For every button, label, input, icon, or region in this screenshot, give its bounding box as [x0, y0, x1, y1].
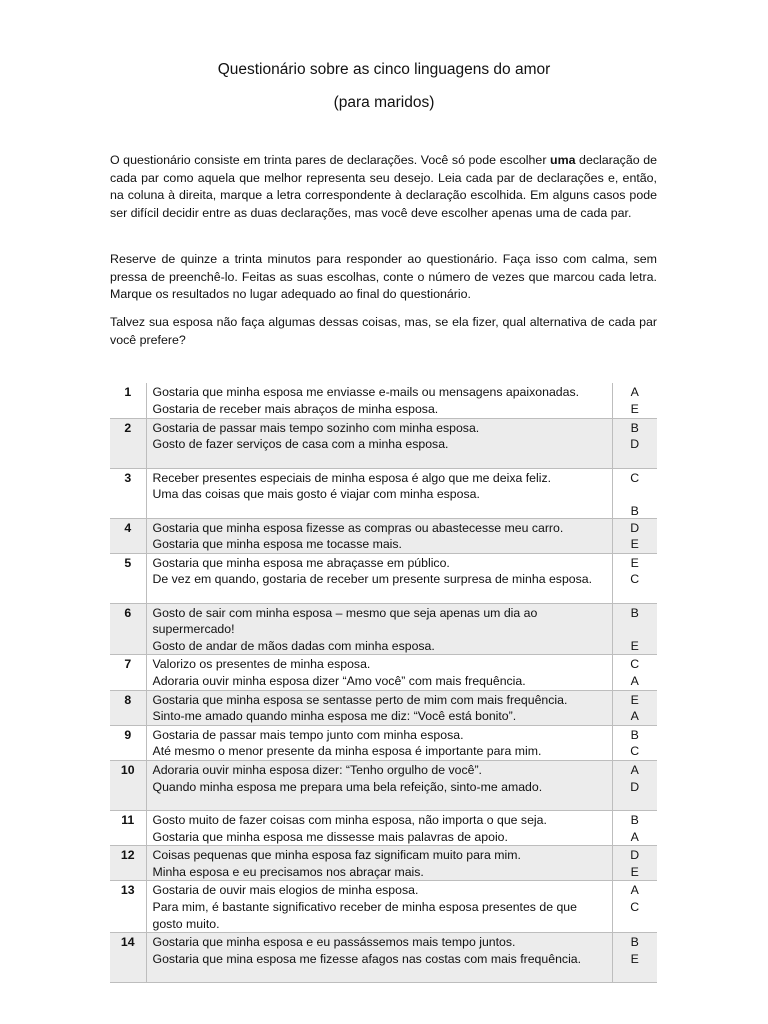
question-statements	[146, 881, 612, 933]
answer-letters	[612, 655, 657, 690]
question-statements	[146, 518, 612, 553]
letter-a[interactable]: C	[630, 657, 640, 672]
question-statements	[146, 846, 612, 881]
intro-paragraph-2: Reserve de quinze a trinta minutos para responder ao questionário. Faça isso com calma, sem pressa de preenchê-lo. Feitas as suas escolhas, conte o número de vezes que marcou cada letra. Marque os resultados no lugar adequado ao final do questionário.	[110, 252, 657, 302]
question-row	[110, 468, 657, 518]
question-number: 1	[110, 383, 146, 418]
question-row	[110, 383, 657, 418]
question-statements	[146, 553, 612, 603]
letter-a[interactable]: A	[630, 883, 639, 898]
question-number: 12	[110, 846, 146, 881]
question-row	[110, 418, 657, 468]
letter-b[interactable]: E	[630, 864, 639, 879]
questionnaire-table	[110, 383, 657, 983]
statement-a[interactable]: Gostaria que minha esposa e eu passássemos mais tempo juntos.	[152, 935, 516, 950]
statement-b[interactable]: Uma das coisas que mais gosto é viajar com minha esposa.	[152, 487, 480, 502]
question-row	[110, 811, 657, 846]
letter-b[interactable]: D	[630, 437, 640, 452]
question-row	[110, 553, 657, 603]
statement-b[interactable]: Gostaria que mina esposa me fizesse afagos nas costas com mais frequência.	[152, 951, 582, 966]
statement-a[interactable]: Gosto muito de fazer coisas com minha esposa, não importa o que seja.	[152, 813, 547, 828]
letter-a[interactable]: C	[630, 470, 640, 485]
question-row	[110, 846, 657, 881]
question-row	[110, 690, 657, 725]
question-number: 11	[110, 811, 146, 846]
question-statements	[146, 811, 612, 846]
answer-letters	[612, 383, 657, 418]
document-subtitle: (para maridos)	[333, 94, 435, 111]
statement-a[interactable]: Gostaria que minha esposa me abraçasse em público.	[152, 555, 450, 570]
question-row	[110, 655, 657, 690]
letter-b[interactable]: C	[630, 572, 640, 587]
statement-b[interactable]: Gostaria que minha esposa me dissesse mais palavras de apoio.	[152, 829, 508, 844]
letter-b[interactable]: C	[630, 744, 640, 759]
statement-a[interactable]: Receber presentes especiais de minha esposa é algo que me deixa feliz.	[152, 470, 552, 485]
question-statements	[146, 468, 612, 518]
question-number: 4	[110, 518, 146, 553]
intro-p1-after: declaração de cada par como aquela que melhor representa seu desejo. Leia cada par de declarações e, então, na coluna à direita, marque a letra correspondente à declaração escolhida. Em alguns casos pode ser difícil decidir entre as duas declarações, mas você deve escolher apenas uma de cada par.	[110, 153, 657, 220]
question-row	[110, 881, 657, 933]
question-statements	[146, 603, 612, 655]
letter-a[interactable]: D	[630, 520, 640, 535]
letter-a[interactable]: E	[630, 692, 639, 707]
answer-letters	[612, 761, 657, 811]
question-number: 7	[110, 655, 146, 690]
question-number: 2	[110, 418, 146, 468]
question-number: 10	[110, 761, 146, 811]
letter-b[interactable]: E	[630, 638, 639, 653]
question-statements	[146, 933, 612, 983]
question-row	[110, 933, 657, 983]
question-statements	[146, 655, 612, 690]
letter-b[interactable]: B	[630, 503, 639, 518]
question-number: 9	[110, 725, 146, 760]
letter-b[interactable]: C	[630, 900, 640, 914]
letter-a[interactable]: E	[630, 555, 639, 570]
answer-letters	[612, 603, 657, 655]
question-row	[110, 761, 657, 811]
letter-b[interactable]: A	[630, 709, 639, 724]
answer-letters	[612, 468, 657, 518]
statement-b[interactable]: Para mim, é bastante significativo receber de minha esposa presentes de que gosto muito.	[152, 900, 577, 931]
statement-b[interactable]: Gostaria que minha esposa me tocasse mais.	[152, 537, 402, 552]
letter-a[interactable]: A	[630, 763, 639, 778]
statement-b[interactable]: Gostaria de receber mais abraços de minha esposa.	[152, 401, 439, 416]
question-row	[110, 725, 657, 760]
statement-a[interactable]: Gostaria que minha esposa fizesse as compras ou abastecesse meu carro.	[152, 520, 564, 535]
letter-a[interactable]: B	[630, 813, 639, 828]
letter-a[interactable]: B	[630, 727, 639, 742]
question-statements	[146, 761, 612, 811]
question-number: 8	[110, 690, 146, 725]
answer-letters	[612, 518, 657, 553]
letter-b[interactable]: E	[630, 401, 639, 416]
statement-b[interactable]: Gosto de fazer serviços de casa com a minha esposa.	[152, 437, 449, 452]
question-row	[110, 603, 657, 655]
statement-a[interactable]: Gostaria de ouvir mais elogios de minha esposa.	[152, 883, 419, 898]
letter-b[interactable]: A	[630, 674, 639, 689]
letter-a[interactable]: A	[630, 385, 639, 399]
letter-b[interactable]: E	[630, 951, 639, 966]
document-title: Questionário sobre as cinco linguagens do amor	[217, 61, 551, 78]
question-row	[110, 518, 657, 553]
answer-letters	[612, 846, 657, 881]
answer-letters	[612, 690, 657, 725]
statement-b[interactable]: Gosto de andar de mãos dadas com minha esposa.	[152, 638, 435, 653]
question-number: 3	[110, 468, 146, 518]
statement-b[interactable]: Adoraria ouvir minha esposa dizer “Amo você” com mais frequência.	[152, 674, 526, 689]
answer-letters	[612, 811, 657, 846]
question-number: 14	[110, 933, 146, 983]
statement-a[interactable]: Gosto de sair com minha esposa – mesmo que seja apenas um dia ao supermercado!	[152, 605, 538, 637]
statement-a[interactable]: Coisas pequenas que minha esposa faz significam muito para mim.	[152, 848, 521, 863]
answer-letters	[612, 881, 657, 933]
statement-a[interactable]: Valorizo os presentes de minha esposa.	[152, 657, 371, 672]
question-statements	[146, 383, 612, 418]
letter-a[interactable]: B	[630, 935, 639, 950]
questionnaire-body	[110, 383, 657, 983]
letter-a[interactable]: D	[630, 848, 640, 863]
question-statements	[146, 418, 612, 468]
letter-a[interactable]: B	[630, 605, 639, 620]
statement-b[interactable]: De vez em quando, gostaria de receber um presente surpresa de minha esposa.	[152, 572, 593, 587]
intro-p1-bold: uma	[550, 153, 576, 167]
statement-b[interactable]: Quando minha esposa me prepara uma bela refeição, sinto-me amado.	[152, 779, 543, 794]
question-statements	[146, 725, 612, 760]
letter-b[interactable]: A	[630, 829, 639, 844]
letter-b[interactable]: E	[630, 537, 639, 552]
question-number: 6	[110, 603, 146, 655]
question-statements	[146, 690, 612, 725]
letter-a[interactable]: B	[630, 420, 639, 435]
intro-p1-before: O questionário consiste em trinta pares de declarações. Você só pode escolher	[110, 153, 551, 167]
answer-letters	[612, 418, 657, 468]
letter-b[interactable]: D	[630, 779, 640, 794]
statement-a[interactable]: Adoraria ouvir minha esposa dizer: “Tenho orgulho de você”.	[152, 763, 482, 778]
statement-b[interactable]: Até mesmo o menor presente da minha esposa é importante para mim.	[152, 744, 542, 759]
statement-a[interactable]: Gostaria de passar mais tempo junto com minha esposa.	[152, 727, 464, 742]
intro-paragraph-3: Talvez sua esposa não faça algumas dessas coisas, mas, se ela fizer, qual alternativa de cada par você prefere?	[110, 315, 657, 347]
question-number: 5	[110, 553, 146, 603]
statement-b[interactable]: Minha esposa e eu precisamos nos abraçar mais.	[152, 864, 424, 879]
statement-a[interactable]: Gostaria que minha esposa me enviasse e-mails ou mensagens apaixonadas.	[152, 385, 580, 399]
statement-a[interactable]: Gostaria que minha esposa se sentasse perto de mim com mais frequência.	[152, 692, 568, 707]
answer-letters	[612, 553, 657, 603]
question-number: 13	[110, 881, 146, 933]
statement-a[interactable]: Gostaria de passar mais tempo sozinho com minha esposa.	[152, 420, 480, 435]
intro-paragraph-1	[110, 152, 657, 222]
answer-letters	[612, 725, 657, 760]
statement-b[interactable]: Sinto-me amado quando minha esposa me diz: “Você está bonito”.	[152, 709, 517, 724]
answer-letters	[612, 933, 657, 983]
